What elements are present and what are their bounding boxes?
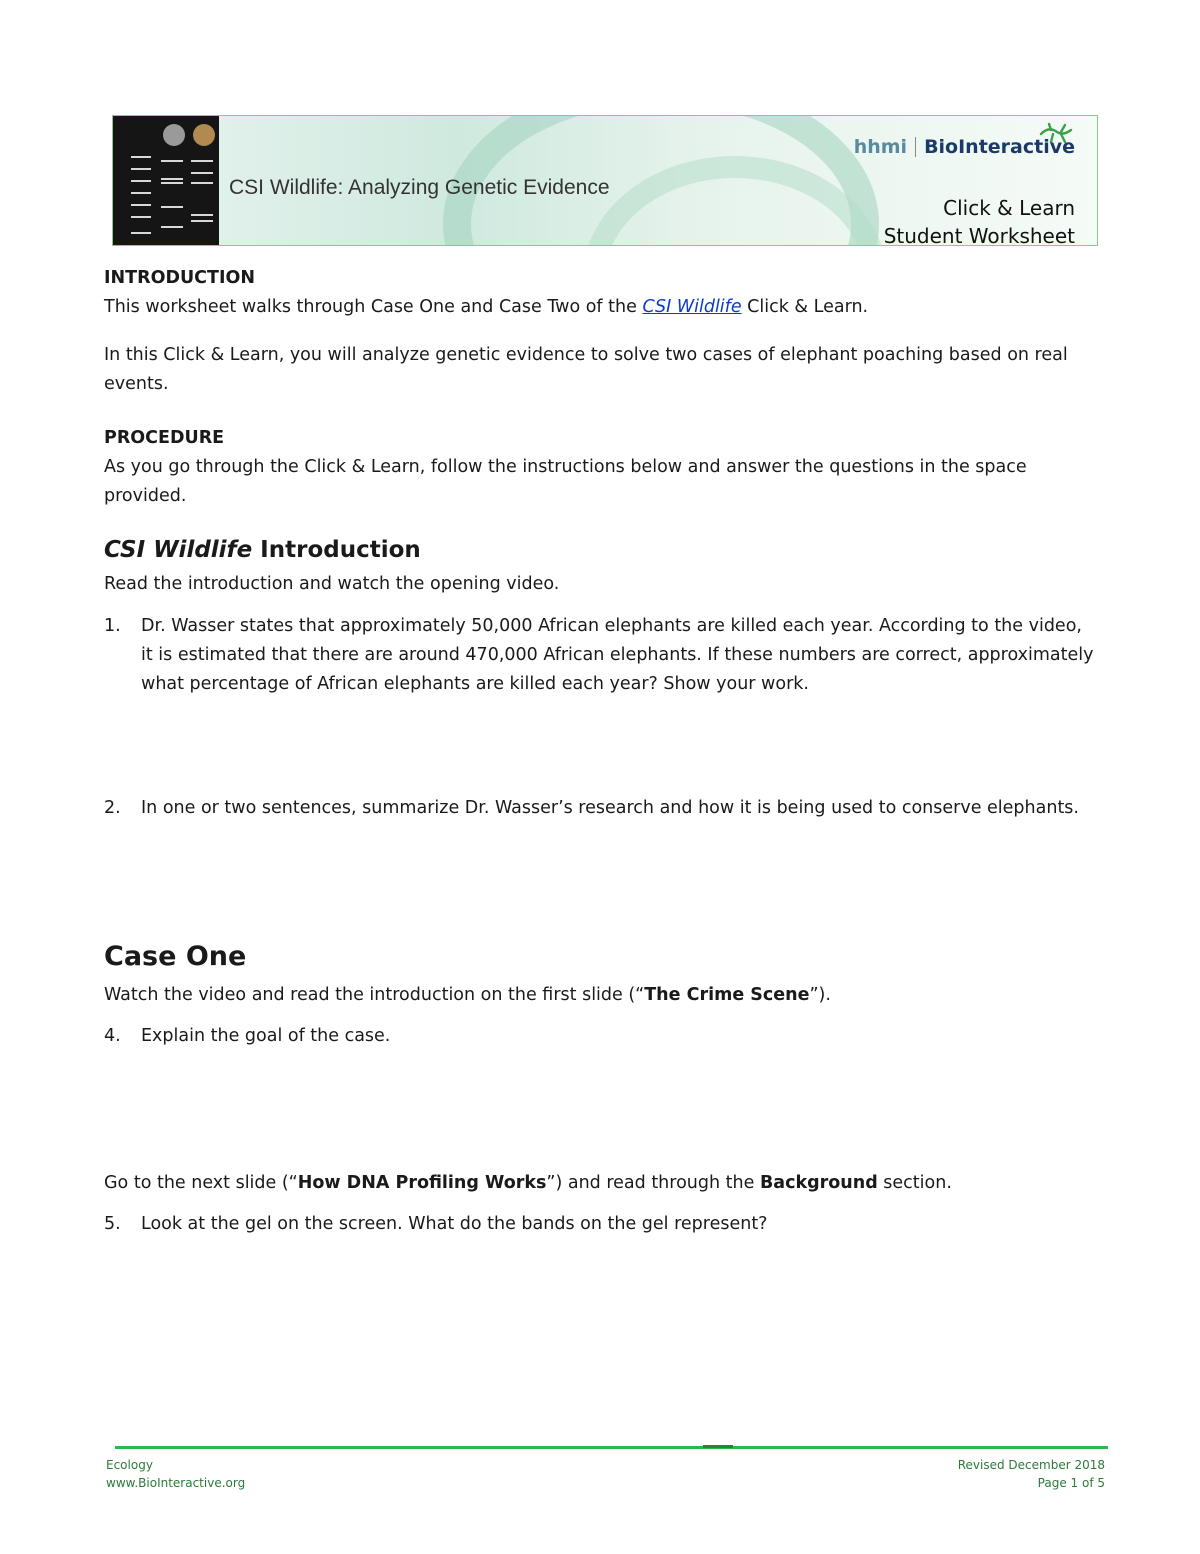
footer-page-number: Page 1 of 5 (1037, 1476, 1105, 1490)
header-banner (112, 115, 1098, 246)
procedure-section (104, 424, 1094, 511)
introduction-section (104, 264, 1094, 322)
question-number: 5. (104, 1214, 121, 1234)
introduction-heading: INTRODUCTION (104, 268, 255, 288)
biointeractive-logo-text: BioInteractive (924, 136, 1075, 158)
next-slide-instruction: Go to the next slide (“How DNA Profiling Works”) and read through the Background section. (104, 1173, 952, 1193)
csi-wildlife-link[interactable]: CSI Wildlife (642, 297, 742, 317)
gel-image (113, 116, 219, 245)
worksheet-title: CSI Wildlife: Analyzing Genetic Evidence (229, 176, 610, 199)
introduction-paragraph: In this Click & Learn, you will analyze genetic evidence to solve two cases of elephant poaching based on real events. (104, 345, 1068, 394)
question-number: 4. (104, 1026, 121, 1046)
footer-right (958, 1456, 1105, 1492)
case-one-heading: Case One (104, 941, 247, 972)
hhmi-biointeractive-logo (854, 136, 1075, 158)
question-number: 2. (104, 798, 121, 818)
question-4 (104, 1022, 1094, 1052)
question-text: Dr. Wasser states that approximately 50,000 African elephants are killed each year. According to the video, it is estimated that there are around 470,000 African elephants. If these numbers are correct, approximately what percentage of African elephants are killed each year? Show your work. (141, 616, 1094, 694)
question-1 (104, 612, 1094, 702)
question-2 (104, 794, 1094, 824)
question-5 (104, 1210, 1094, 1240)
question-text: Look at the gel on the screen. What do the bands on the gel represent? (141, 1214, 768, 1234)
question-text: Explain the goal of the case. (141, 1026, 391, 1046)
introduction-line: This worksheet walks through Case One and Case Two of the CSI Wildlife Click & Learn. (104, 297, 869, 317)
worksheet-subtitle: Click & Learn Student Worksheet (883, 196, 1075, 246)
footer-divider-accent (703, 1445, 733, 1448)
footer-left (106, 1456, 245, 1492)
csi-introduction-heading: CSI Wildlife Introduction (104, 537, 421, 563)
question-text: In one or two sentences, summarize Dr. Wasser’s research and how it is being used to conserve elephants. (141, 798, 1079, 818)
footer-divider (115, 1446, 1108, 1449)
footer-subject: Ecology (106, 1458, 153, 1472)
hhmi-logo-text: hhmi (853, 136, 908, 158)
procedure-text: As you go through the Click & Learn, follow the instructions below and answer the questions in the space provided. (104, 457, 1027, 506)
elephant-photo (163, 124, 185, 146)
case-one-instruction: Watch the video and read the introduction on the first slide (“The Crime Scene”). (104, 985, 831, 1005)
procedure-heading: PROCEDURE (104, 428, 225, 448)
question-number: 1. (104, 616, 121, 636)
elephant-photo (193, 124, 215, 146)
csi-introduction-instruction: Read the introduction and watch the opening video. (104, 574, 560, 594)
footer-revised-date: Revised December 2018 (957, 1458, 1105, 1472)
footer-website: www.BioInteractive.org (106, 1476, 246, 1490)
